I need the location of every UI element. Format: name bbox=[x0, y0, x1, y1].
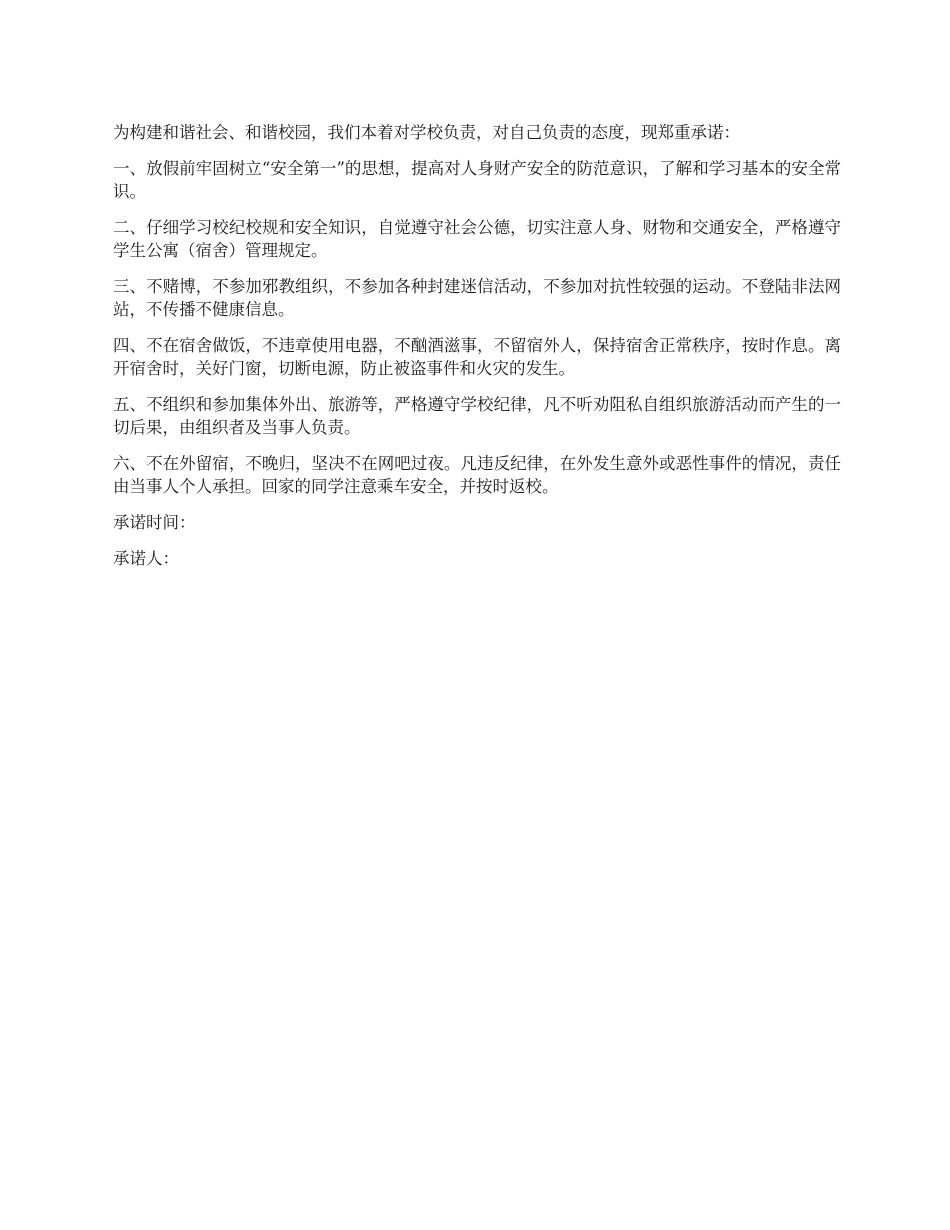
item-paragraph-4: 四、不在宿舍做饭，不违章使用电器，不酗酒滋事，不留宿外人，保持宿舍正常秩序，按时作息。离开宿舍时，关好门窗，切断电源，防止被盗事件和火灾的发生。 bbox=[113, 336, 841, 378]
item-paragraph-2: 二、仔细学习校纪校规和安全知识，自觉遵守社会公德，切实注意人身、财物和交通安全，严格遵守学生公寓（宿舍）管理规定。 bbox=[113, 218, 841, 260]
item-paragraph-6: 六、不在外留宿，不晚归，坚决不在网吧过夜。凡违反纪律，在外发生意外或恶性事件的情况，责任由当事人个人承担。回家的同学注意乘车安全，并按时返校。 bbox=[113, 454, 841, 496]
item-paragraph-3: 三、不赌博，不参加邪教组织，不参加各种封建迷信活动，不参加对抗性较强的运动。不登陆非法网站，不传播不健康信息。 bbox=[113, 277, 841, 319]
document-body bbox=[113, 121, 841, 583]
item-paragraph-1: 一、放假前牢固树立“安全第一”的思想，提高对人身财产安全的防范意识，了解和学习基本的安全常识。 bbox=[113, 159, 841, 201]
intro-paragraph: 为构建和谐社会、和谐校园，我们本着对学校负责，对自己负责的态度，现郑重承诺： bbox=[113, 123, 740, 142]
commitment-time-label: 承诺时间： bbox=[113, 513, 196, 532]
item-paragraph-5: 五、不组织和参加集体外出、旅游等，严格遵守学校纪律，凡不听劝阻私自组织旅游活动而产生的一切后果，由组织者及当事人负责。 bbox=[113, 395, 841, 437]
commitment-person-label: 承诺人： bbox=[113, 549, 179, 568]
